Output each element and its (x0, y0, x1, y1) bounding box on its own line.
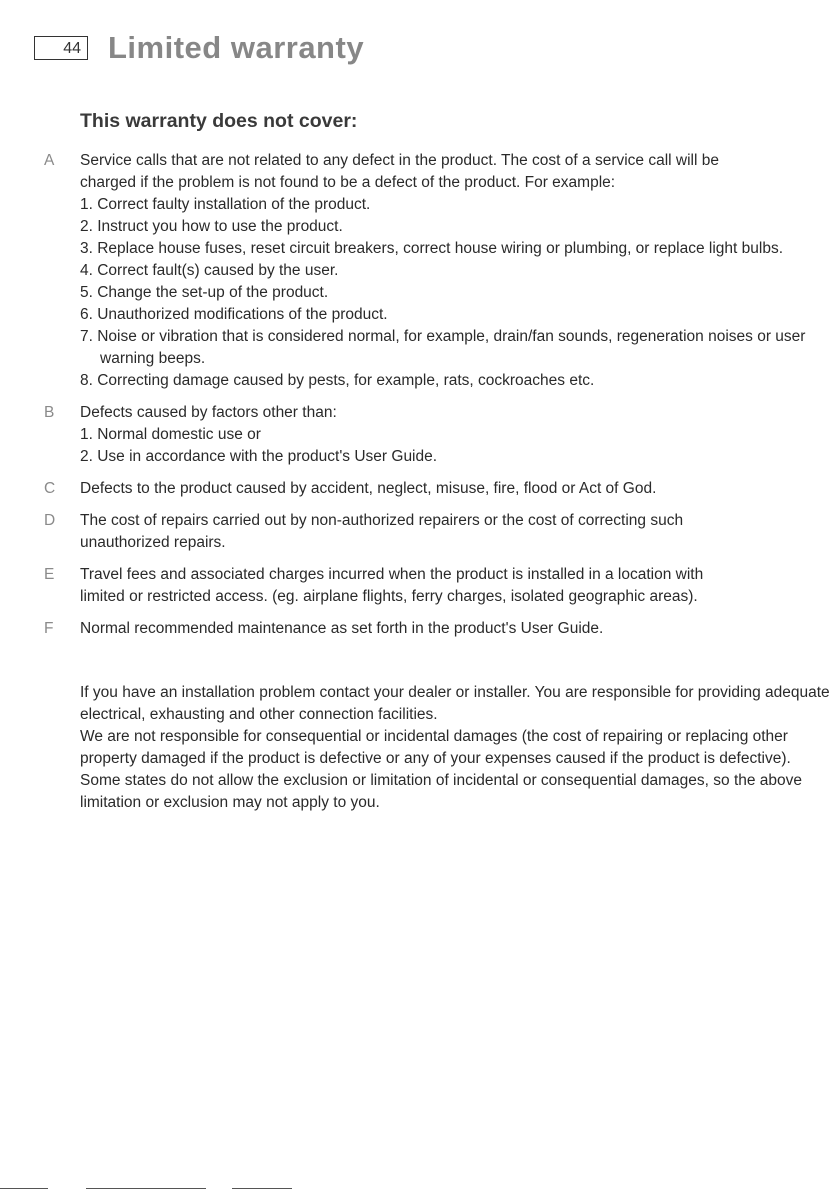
exclusion-section-b (0, 402, 839, 468)
section-line: unauthorized repairs. (80, 534, 226, 551)
section-line: Normal recommended maintenance as set forth in the product's User Guide. (80, 620, 604, 637)
section-line: Defects to the product caused by accident, neglect, misuse, fire, flood or Act of God. (80, 480, 657, 497)
section-line: charged if the problem is not found to be a defect of the product. For example: (80, 174, 616, 191)
exclusion-section-e (0, 564, 839, 608)
list-item: 4. Correct fault(s) caused by the user. (80, 262, 339, 279)
list-item: 6. Unauthorized modifications of the product. (80, 306, 388, 323)
list-item: 2. Instruct you how to use the product. (80, 218, 343, 235)
list-item: 7. Noise or vibration that is considered normal, for example, drain/fan sounds, regeneration noises or user warning beeps. (80, 328, 806, 367)
exclusion-section-c (0, 478, 839, 500)
section-letter: E (44, 566, 55, 583)
section-heading: This warranty does not cover: (80, 110, 358, 132)
section-line: Service calls that are not related to any defect in the product. The cost of a service call will be (80, 152, 719, 169)
numbered-list (80, 194, 825, 392)
section-text (80, 510, 825, 554)
list-item: 5. Change the set-up of the product. (80, 284, 329, 301)
exclusion-section-a (0, 150, 839, 392)
list-item: 8. Correcting damage caused by pests, for example, rats, cockroaches etc. (80, 372, 595, 389)
section-line: Defects caused by factors other than: (80, 404, 337, 421)
exclusion-section-f (0, 618, 839, 640)
closing-paragraph: If you have an installation problem contact your dealer or installer. You are responsible for providing adequate electrical, exhausting and other connection facilities. (80, 684, 830, 723)
section-letter: C (44, 480, 56, 497)
section-line: Travel fees and associated charges incurred when the product is installed in a location with (80, 566, 704, 583)
closing-paragraph: We are not responsible for consequential or incidental damages (the cost of repairing or replacing other property damaged if the product is defective or any of your expenses caused if the product is defective). Some states do not allow the exclusion or limitation of incidental or consequential damages, so the above limitation or exclusion may not apply to you. (80, 728, 803, 811)
list-item: 1. Normal domestic use or (80, 426, 261, 443)
section-text (80, 618, 825, 640)
page-header (34, 28, 364, 68)
list-item: 1. Correct faulty installation of the product. (80, 196, 371, 213)
closing-paragraphs (80, 682, 830, 814)
page-title: Limited warranty (108, 30, 365, 65)
section-text (80, 564, 825, 608)
section-text (80, 402, 825, 424)
numbered-list (80, 424, 825, 468)
scan-edge-marks (0, 1185, 839, 1191)
section-letter: F (44, 620, 54, 637)
section-letter: B (44, 404, 55, 421)
section-letter: A (44, 152, 55, 169)
section-line: The cost of repairs carried out by non-authorized repairers or the cost of correcting such (80, 512, 684, 529)
section-line: limited or restricted access. (eg. airplane flights, ferry charges, isolated geographic areas). (80, 588, 698, 605)
exclusion-section-d (0, 510, 839, 554)
exclusions-list (0, 150, 839, 650)
page-number: 44 (34, 36, 88, 60)
section-text (80, 150, 825, 194)
list-item: 2. Use in accordance with the product's User Guide. (80, 448, 438, 465)
section-text (80, 478, 825, 500)
section-letter: D (44, 512, 56, 529)
list-item: 3. Replace house fuses, reset circuit breakers, correct house wiring or plumbing, or replace light bulbs. (80, 240, 784, 257)
